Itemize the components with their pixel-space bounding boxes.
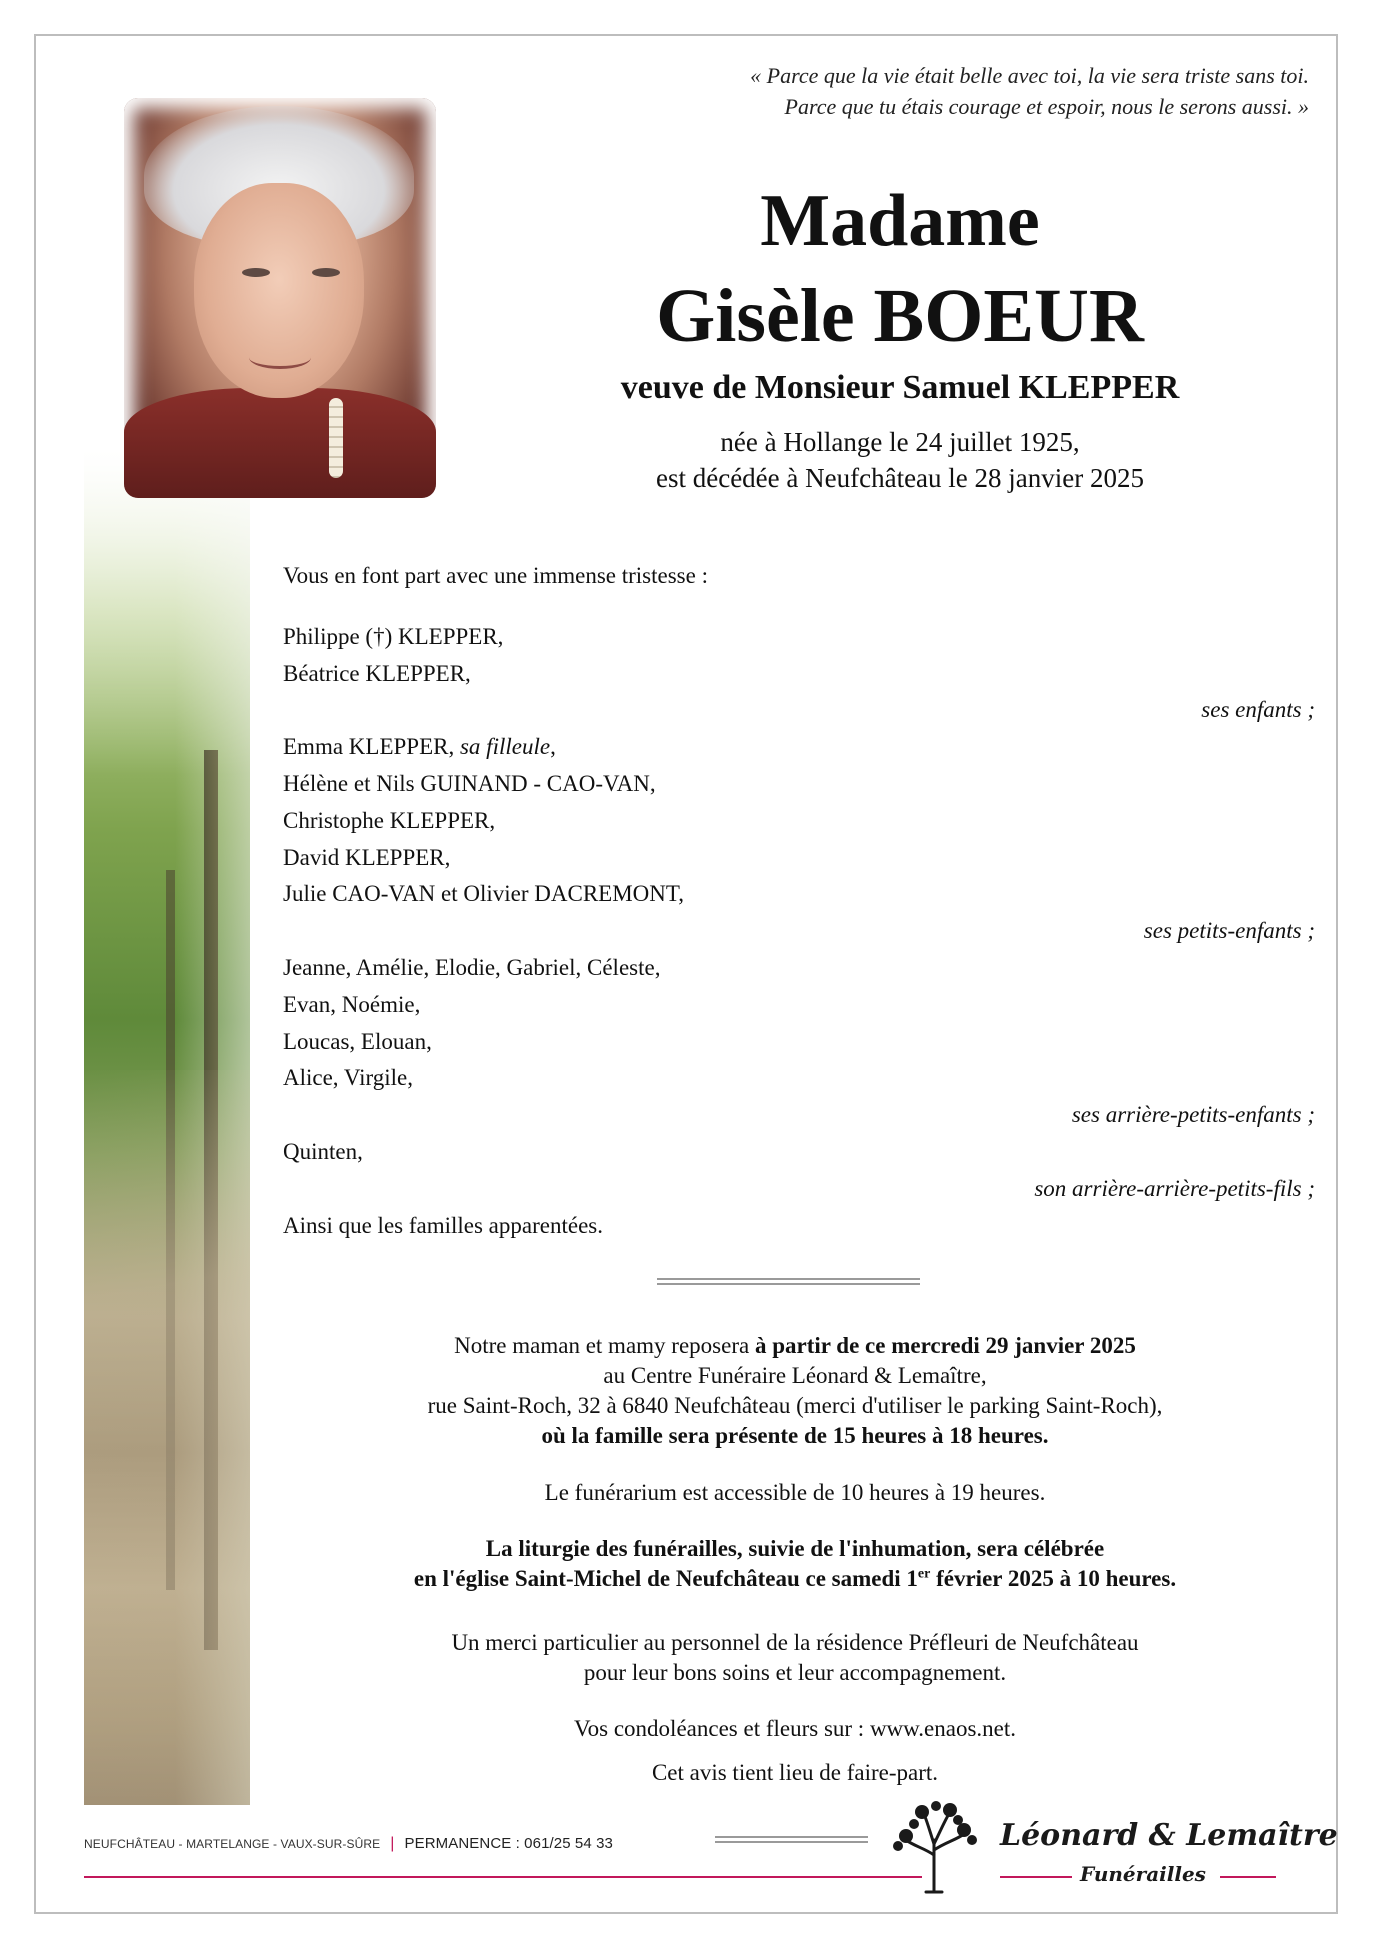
forest-path-image	[84, 450, 250, 1805]
liturgy-details: La liturgie des funérailles, suivie de l'inhumation, sera célébrée en l'église Saint-Michel de Neufchâteau ce samedi 1er février 2025 à 10 heures.	[413, 1536, 1177, 1591]
great-great-grandchild-entry: Quinten,	[283, 1138, 363, 1164]
brand-name: Léonard & Lemaître	[1000, 1818, 1338, 1853]
death-line: est décédée à Neufchâteau le 28 janvier 2025	[655, 463, 1144, 493]
child-entry: Philippe (†) KLEPPER,	[283, 623, 504, 649]
grandchild-entry: Julie CAO-VAN et Olivier DACREMONT,	[283, 881, 684, 907]
brand-subtitle: Funérailles	[1080, 1862, 1206, 1886]
footer-divider	[715, 1836, 868, 1843]
great-grandchildren-label: ses arrière-petits-enfants ;	[1071, 1102, 1315, 1128]
funerarium-hours: Le funérarium est accessible de 10 heures à 19 heures.	[544, 1480, 1046, 1505]
widow-of: veuve de Monsieur Samuel KLEPPER	[620, 369, 1180, 406]
portrait-photo	[124, 98, 436, 498]
footer-accent-line	[84, 1876, 922, 1878]
footer-contact	[84, 1835, 613, 1853]
brand-accent-line	[1220, 1876, 1276, 1878]
brand-accent-line	[1000, 1876, 1072, 1878]
children-label: ses enfants ;	[1201, 697, 1315, 723]
life-dates	[490, 424, 1310, 496]
thanks-message: Un merci particulier au personnel de la résidence Préfleuri de Neufchâteau pour leur bons soins et leur accompagnement.	[451, 1630, 1139, 1685]
rest-details: Notre maman et mamy reposera à partir de ce mercredi 29 janvier 2025 au Centre Funéraire Léonard & Lemaître, rue Saint-Roch, 32 à 6840 Neufchâteau (merci d'utiliser le parking Saint-Roch), où la famille sera présente de 15 heures à 18 heures.	[427, 1333, 1163, 1448]
quote-line: Parce que tu étais courage et espoir, nous le serons aussi. »	[784, 94, 1309, 119]
quote-line: « Parce que la vie était belle avec toi, la vie sera triste sans toi.	[750, 63, 1309, 88]
great-grandchild-entry: Alice, Virgile,	[283, 1065, 413, 1091]
intro-line: Vous en font part avec une immense tristesse :	[283, 563, 708, 588]
honorific: Madame	[760, 180, 1040, 262]
grandchild-entry: Hélène et Nils GUINAND - CAO-VAN,	[283, 770, 656, 796]
epigraph-quote	[509, 60, 1309, 122]
great-grandchild-entry: Loucas, Elouan,	[283, 1028, 432, 1054]
grandchild-entry: Emma KLEPPER, sa filleule,	[283, 734, 556, 760]
forest-path	[84, 1070, 250, 1805]
grandchild-entry: David KLEPPER,	[283, 844, 451, 870]
family-announcement	[283, 558, 1315, 1244]
section-divider	[657, 1278, 920, 1285]
deceased-name: Gisèle BOEUR	[656, 274, 1144, 358]
footer-locations: NEUFCHÂTEAU - MARTELANGE - VAUX-SUR-SÛRE	[84, 1837, 381, 1851]
birth-line: née à Hollange le 24 juillet 1925,	[720, 427, 1080, 457]
tree-logo-icon	[888, 1800, 980, 1896]
notice-line: Cet avis tient lieu de faire-part.	[651, 1760, 939, 1785]
condolences-link[interactable]: Vos condoléances et fleurs sur : www.enaos.net.	[574, 1716, 1016, 1741]
great-grandchild-entry: Jeanne, Amélie, Elodie, Gabriel, Céleste,	[283, 954, 661, 980]
great-grandchild-entry: Evan, Noémie,	[283, 991, 421, 1017]
child-entry: Béatrice KLEPPER,	[283, 660, 471, 686]
grandchild-entry: Christophe KLEPPER,	[283, 807, 496, 833]
grandchildren-label: ses petits-enfants ;	[1143, 918, 1315, 944]
closing-line: Ainsi que les familles apparentées.	[283, 1212, 603, 1238]
great-great-grandchildren-label: son arrière-arrière-petits-fils ;	[1034, 1175, 1315, 1201]
footer-permanence: PERMANENCE : 061/25 54 33	[404, 1835, 613, 1852]
footer-separator: |	[390, 1835, 395, 1852]
